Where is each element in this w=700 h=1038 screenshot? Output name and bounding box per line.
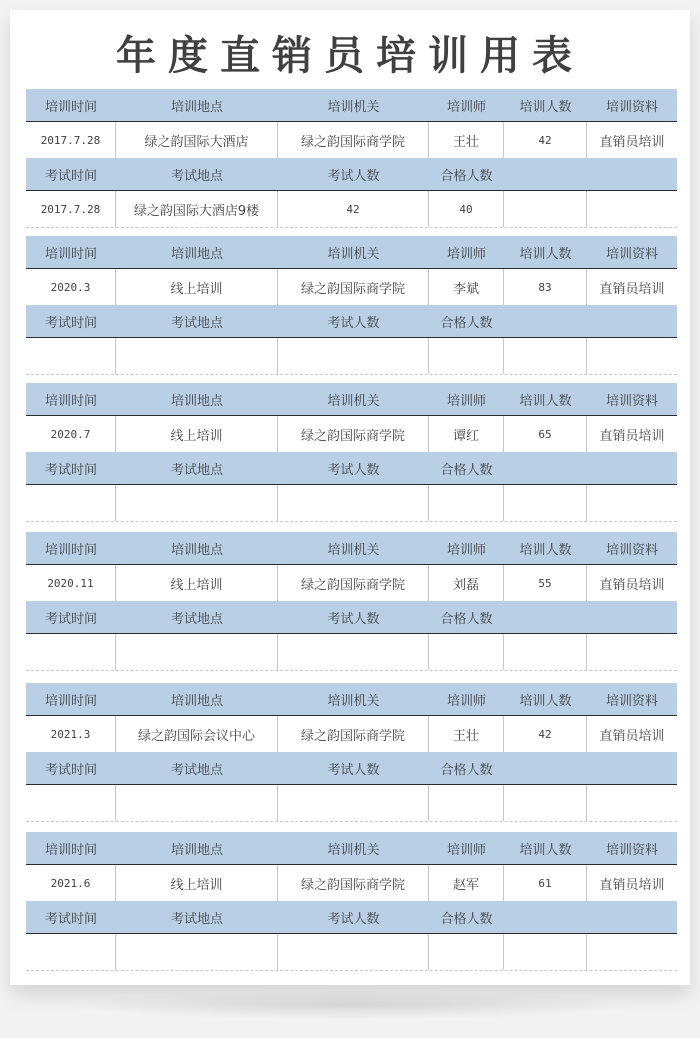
training-record: [26, 832, 677, 971]
header-cell: 考试时间: [44, 168, 97, 184]
table-cell: 40: [429, 191, 504, 227]
header-cell: [587, 752, 677, 784]
training-data-row: [26, 864, 677, 901]
table-cell: 2020.11: [26, 565, 116, 601]
header-cell: 培训地点: [170, 542, 223, 558]
table-cell: 42: [504, 716, 587, 752]
table-cell: 谭红: [429, 416, 504, 452]
table-cell: [116, 634, 278, 670]
exam-header-row: [26, 452, 677, 484]
table-cell: 55: [504, 565, 587, 601]
header-cell: 培训资料: [605, 99, 658, 115]
table-cell: [429, 485, 504, 521]
header-cell: 考试地点: [170, 168, 223, 184]
table-cell: [26, 634, 116, 670]
header-cell: 培训机关: [327, 542, 380, 558]
table-cell: [278, 485, 429, 521]
table-cell: [116, 485, 278, 521]
table-cell: 2020.3: [26, 269, 116, 305]
header-cell: [587, 158, 677, 190]
exam-header-row: [26, 158, 677, 190]
header-cell: 考试地点: [170, 611, 223, 627]
header-cell: 合格人数: [440, 611, 493, 627]
header-cell: 培训师: [446, 542, 486, 558]
header-cell: 培训机关: [327, 99, 380, 115]
header-cell: 培训师: [446, 246, 486, 262]
header-cell: 合格人数: [440, 462, 493, 478]
exam-data-row: [26, 484, 677, 522]
table-cell: [26, 785, 116, 821]
table-cell: 线上培训: [116, 565, 278, 601]
table-cell: [116, 338, 278, 374]
table-cell: 绿之韵国际商学院: [278, 416, 429, 452]
header-cell: 考试人数: [327, 462, 380, 478]
training-record: [26, 236, 677, 375]
table-cell: 65: [504, 416, 587, 452]
header-cell: 合格人数: [440, 168, 493, 184]
header-cell: 考试人数: [327, 911, 380, 927]
training-data-row: [26, 564, 677, 601]
table-cell: 2017.7.28: [26, 122, 116, 158]
exam-header-row: [26, 601, 677, 633]
exam-data-row: [26, 933, 677, 971]
exam-header-row: [26, 901, 677, 933]
header-cell: 考试人数: [327, 762, 380, 778]
header-cell: [587, 452, 677, 484]
table-cell: 83: [504, 269, 587, 305]
table-cell: [587, 785, 677, 821]
table-cell: [504, 191, 587, 227]
training-data-row: [26, 415, 677, 452]
header-cell: 培训资料: [605, 246, 658, 262]
table-cell: [429, 634, 504, 670]
table-cell: [429, 338, 504, 374]
training-header-row: [26, 683, 677, 715]
header-cell: 考试时间: [44, 462, 97, 478]
training-header-row: [26, 383, 677, 415]
table-cell: 2020.7: [26, 416, 116, 452]
table-cell: [587, 191, 677, 227]
exam-data-row: [26, 784, 677, 822]
header-cell: [587, 305, 677, 337]
table-cell: [587, 485, 677, 521]
table-cell: 2021.6: [26, 865, 116, 901]
header-cell: 培训时间: [44, 693, 97, 709]
training-data-row: [26, 121, 677, 158]
table-cell: [278, 934, 429, 970]
header-cell: 考试地点: [170, 911, 223, 927]
header-cell: 考试地点: [170, 462, 223, 478]
header-cell: 合格人数: [440, 315, 493, 331]
table-cell: 直销员培训: [599, 281, 665, 297]
table-cell: [587, 934, 677, 970]
header-cell: 培训时间: [44, 246, 97, 262]
table-cell: [26, 485, 116, 521]
header-cell: 考试地点: [170, 762, 223, 778]
training-header-row: [26, 89, 677, 121]
table-cell: 线上培训: [116, 416, 278, 452]
header-cell: 考试时间: [44, 762, 97, 778]
header-cell: 培训地点: [170, 693, 223, 709]
table-cell: [429, 785, 504, 821]
table-cell: 2017.7.28: [26, 191, 116, 227]
table-cell: 绿之韵国际商学院: [278, 122, 429, 158]
training-record: [26, 683, 677, 822]
header-cell: [504, 158, 587, 190]
table-cell: [26, 934, 116, 970]
table-cell: 李斌: [429, 269, 504, 305]
table-cell: 直销员培训: [599, 577, 665, 593]
header-cell: 合格人数: [440, 762, 493, 778]
header-cell: [587, 901, 677, 933]
table-cell: 王壮: [429, 716, 504, 752]
header-cell: [504, 452, 587, 484]
header-cell: 培训机关: [327, 693, 380, 709]
header-cell: 培训人数: [519, 542, 572, 558]
table-cell: 绿之韵国际大酒店: [116, 122, 278, 158]
header-cell: 培训时间: [44, 842, 97, 858]
header-cell: 培训资料: [605, 542, 658, 558]
header-cell: 培训师: [446, 99, 486, 115]
table-cell: [278, 785, 429, 821]
header-cell: 培训师: [446, 693, 486, 709]
training-record: [26, 383, 677, 522]
table-cell: 线上培训: [116, 269, 278, 305]
header-cell: 培训地点: [170, 99, 223, 115]
table-cell: 绿之韵国际商学院: [278, 716, 429, 752]
page-title: 年度直销员培训用表: [116, 32, 584, 79]
table-cell: [429, 934, 504, 970]
header-cell: 培训师: [446, 842, 486, 858]
table-cell: [504, 634, 587, 670]
header-cell: 培训师: [446, 393, 486, 409]
header-cell: 合格人数: [440, 911, 493, 927]
header-cell: 培训时间: [44, 393, 97, 409]
header-cell: 考试人数: [327, 611, 380, 627]
table-cell: [504, 338, 587, 374]
training-record: [26, 532, 677, 671]
table-cell: 绿之韵国际商学院: [278, 865, 429, 901]
header-cell: 考试时间: [44, 611, 97, 627]
header-cell: 考试人数: [327, 168, 380, 184]
table-cell: [26, 338, 116, 374]
table-cell: [278, 634, 429, 670]
table-cell: [504, 485, 587, 521]
exam-data-row: [26, 337, 677, 375]
table-cell: [504, 785, 587, 821]
table-cell: 2021.3: [26, 716, 116, 752]
table-cell: 绿之韵国际商学院: [278, 565, 429, 601]
table-cell: 绿之韵国际商学院: [278, 269, 429, 305]
table-cell: 线上培训: [116, 865, 278, 901]
header-cell: 培训地点: [170, 393, 223, 409]
table-cell: 直销员培训: [599, 134, 665, 150]
header-cell: [504, 305, 587, 337]
header-cell: 培训机关: [327, 246, 380, 262]
header-cell: [504, 901, 587, 933]
header-cell: 培训资料: [605, 842, 658, 858]
table-cell: 42: [278, 191, 429, 227]
training-header-row: [26, 532, 677, 564]
header-cell: 培训机关: [327, 842, 380, 858]
header-cell: 培训资料: [605, 393, 658, 409]
exam-data-row: [26, 190, 677, 228]
header-cell: 培训人数: [519, 246, 572, 262]
training-record: [26, 89, 677, 228]
table-cell: 绿之韵国际会议中心: [116, 716, 278, 752]
table-cell: 赵军: [429, 865, 504, 901]
header-cell: 培训人数: [519, 693, 572, 709]
header-cell: [504, 752, 587, 784]
page-shadow: [60, 990, 640, 1020]
header-cell: 考试地点: [170, 315, 223, 331]
table-cell: [504, 934, 587, 970]
header-cell: 考试人数: [327, 315, 380, 331]
table-cell: 直销员培训: [599, 428, 665, 444]
table-cell: 王壮: [429, 122, 504, 158]
table-cell: [116, 934, 278, 970]
header-cell: [587, 601, 677, 633]
exam-data-row: [26, 633, 677, 671]
header-cell: 培训资料: [605, 693, 658, 709]
table-cell: 42: [504, 122, 587, 158]
header-cell: 培训时间: [44, 99, 97, 115]
header-cell: 培训人数: [519, 393, 572, 409]
table-cell: [116, 785, 278, 821]
header-cell: 培训地点: [170, 842, 223, 858]
table-cell: 直销员培训: [599, 728, 665, 744]
training-header-row: [26, 832, 677, 864]
table-cell: 直销员培训: [599, 877, 665, 893]
table-cell: [278, 338, 429, 374]
exam-header-row: [26, 305, 677, 337]
header-cell: 培训时间: [44, 542, 97, 558]
training-data-row: [26, 715, 677, 752]
table-cell: [587, 634, 677, 670]
exam-header-row: [26, 752, 677, 784]
table-cell: [587, 338, 677, 374]
table-cell: 刘磊: [429, 565, 504, 601]
header-cell: [504, 601, 587, 633]
training-data-row: [26, 268, 677, 305]
header-cell: 培训机关: [327, 393, 380, 409]
header-cell: 培训人数: [519, 842, 572, 858]
training-header-row: [26, 236, 677, 268]
table-cell: 61: [504, 865, 587, 901]
header-cell: 考试时间: [44, 315, 97, 331]
header-cell: 考试时间: [44, 911, 97, 927]
header-cell: 培训地点: [170, 246, 223, 262]
table-cell: 绿之韵国际大酒店9楼: [116, 191, 278, 227]
header-cell: 培训人数: [519, 99, 572, 115]
